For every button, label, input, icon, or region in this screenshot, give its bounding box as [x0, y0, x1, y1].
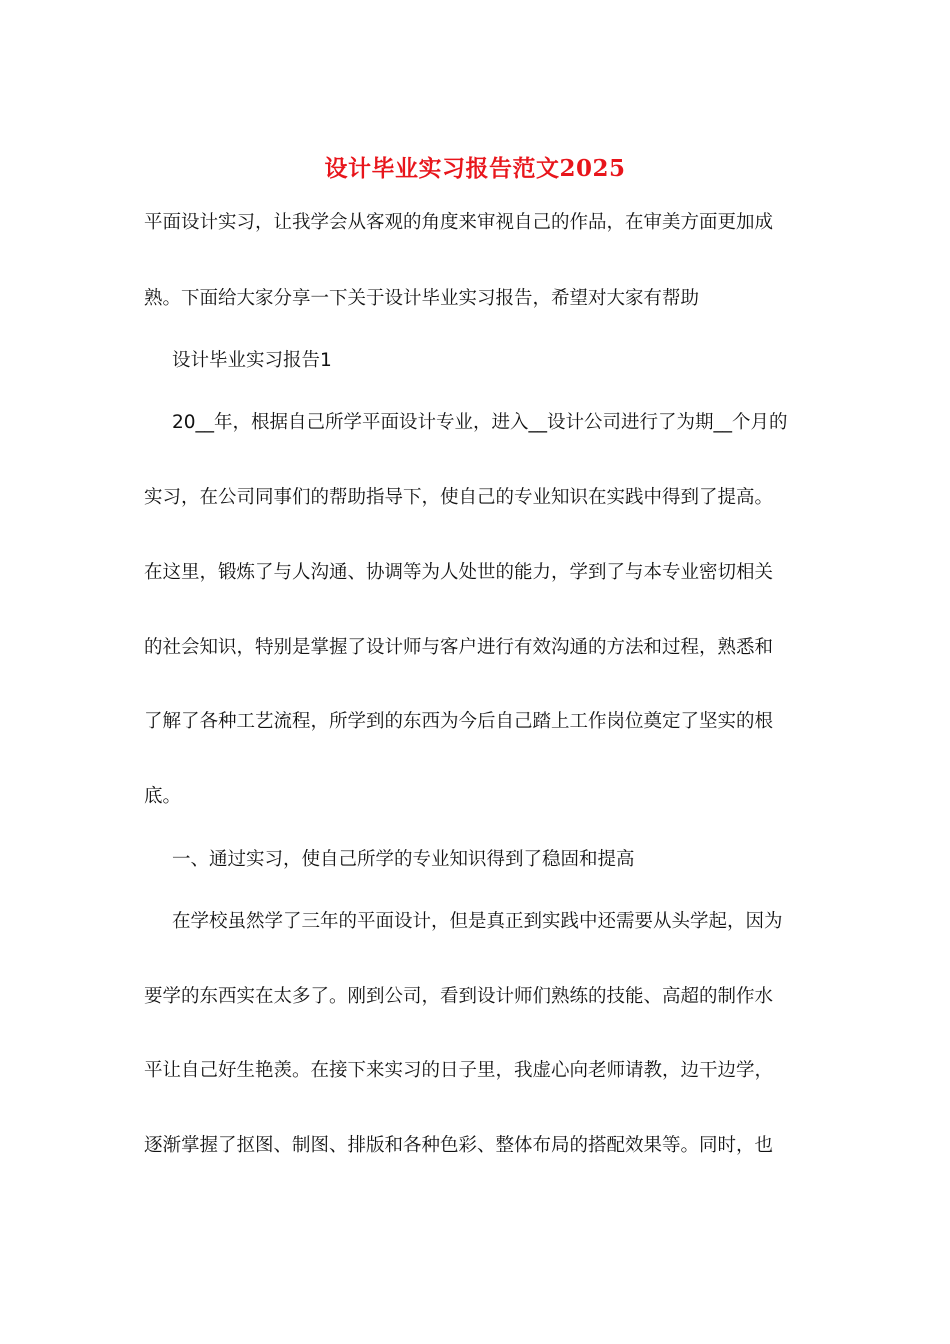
- paragraph-line-11: 在学校虽然学了三年的平面设计，但是真正到实践中还需要从头学起，因为: [172, 911, 783, 932]
- paragraph-line-4: 20__年，根据自己所学平面设计专业，进入__设计公司进行了为期__个月的: [172, 412, 788, 433]
- paragraph-line-5: 实习，在公司同事们的帮助指导下，使自己的专业知识在实践中得到了提高。: [144, 487, 774, 508]
- document-title: 设计毕业实习报告范文2025: [324, 155, 626, 182]
- paragraph-line-1: 平面设计实习，让我学会从客观的角度来审视自己的作品，在审美方面更加成: [144, 212, 774, 233]
- paragraph-line-2: 熟。下面给大家分享一下关于设计毕业实习报告，希望对大家有帮助: [144, 288, 700, 309]
- paragraph-line-14: 逐渐掌握了抠图、制图、排版和各种色彩、整体布局的搭配效果等。同时，也: [144, 1135, 774, 1156]
- paragraph-line-9: 底。: [144, 786, 182, 807]
- paragraph-line-6: 在这里，锻炼了与人沟通、协调等为人处世的能力，学到了与本专业密切相关: [144, 562, 774, 583]
- paragraph-line-12: 要学的东西实在太多了。刚到公司，看到设计师们熟练的技能、高超的制作水: [144, 986, 774, 1007]
- paragraph-line-13: 平让自己好生艳羡。在接下来实习的日子里，我虚心向老师请教，边干边学，: [144, 1060, 774, 1081]
- paragraph-line-8: 了解了各种工艺流程，所学到的东西为今后自己踏上工作岗位奠定了坚实的根: [144, 711, 774, 732]
- paragraph-line-7: 的社会知识，特别是掌握了设计师与客户进行有效沟通的方法和过程，熟悉和: [144, 637, 774, 658]
- section-heading-1: 一、通过实习，使自己所学的专业知识得到了稳固和提高: [172, 849, 635, 870]
- section-heading-report-1: 设计毕业实习报告1: [172, 350, 332, 371]
